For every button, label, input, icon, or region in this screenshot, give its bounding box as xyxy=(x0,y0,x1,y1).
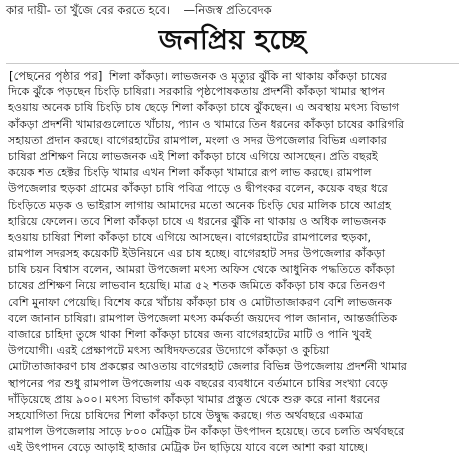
article-line: হওয়ায় চাষিরা শিলা কাঁকড়া চাষে এগিয়ে আসছেন। বাগেরহাটের রামপালের হুড়কা, xyxy=(8,230,372,244)
previous-article-tail xyxy=(6,2,461,19)
article-line: এই উৎপাদন বেড়ে আড়াই হাজার মেট্রিক টন ছাড়িয়ে যাবে বলে আশা করা যাচ্ছে। xyxy=(8,441,369,455)
continued-from-tag: [পেছনের পৃষ্ঠার পর] xyxy=(9,69,103,83)
previous-article-text: কার দায়ী- তা খুঁজে বের করতে হবে। xyxy=(6,3,170,17)
article-line: স্থাপনের পর শুধু রামপাল উপজেলায় এক বছরের ব্যবধানে বর্তমানে চাষির সংখ্যা বেড়ে xyxy=(8,376,388,390)
article-line xyxy=(8,68,460,84)
headline-divider xyxy=(6,63,459,64)
article-line: রামপাল উপজেলায় সাড়ে ৮০০ মেট্রিক টন কাঁকড়া উৎপাদন হয়েছে। তবে চলতি অর্থবছরে xyxy=(8,425,405,439)
article-line: বাজারে চাহিদা তুঙ্গে থাকা শিলা কাঁকড়া চাষের জন্য বাগেরহাটের মাটি ও পানি খুবই xyxy=(8,328,372,341)
article-line: উপজেলার হুড়কা গ্রামের কাঁকড়া চাষি পবিত্র পাড়ে ও দ্বীপংকর বলেন, কয়েক বছর ধরে xyxy=(8,182,388,196)
article-line: সহায়তা প্রদান করছে। বাগেরহাটের রামপাল, মংলা ও সদর উপজেলার বিভিন্ন এলাকার xyxy=(8,133,387,147)
article-line-text: শিলা কাঁকড়া। লাভজনক ও মৃত্যুর ঝুঁকি না থাকায় কাঁকড়া চাষের xyxy=(108,70,387,83)
byline: —নিজস্ব প্রতিবেদক xyxy=(183,3,272,17)
article-line: দিকে ঝুঁকে পড়ছেন চিংড়ি চাষিরা। সরকারি পৃষ্ঠপোষকতায় প্রদর্শনী কাঁকড়া খামার স্থাপন xyxy=(8,85,385,99)
article-line: হওয়ায় অনেক চাষি চিংড়ি চাষ ছেড়ে শিলা কাঁকড়া চাষে ঝুঁকছেন। এ অবস্থায় মৎস্য বিভাগ xyxy=(8,101,400,115)
article-line: মোটাতাজাকরণ চাষ প্রকল্পের আওতায় বাগেরহাট জেলার বিভিন্ন উপজেলায় প্রদর্শনী খামার xyxy=(8,360,407,374)
article-line: চাষি চয়ন বিশ্বাস বলেন, আমরা উপজেলা মৎস্য অফিস থেকে আধুনিক পদ্ধতিতে কাঁকড়া xyxy=(8,263,395,277)
article-line: সহযোগিতা দিয়ে চাষিদের শিলা কাঁকড়া চাষে উদ্বুদ্ধ করছে। গত অর্থবছরে একমাত্র xyxy=(8,408,364,422)
article-line: হারিয়ে ফেলেন। তবে শিলা কাঁকড়া চাষে এ ধরনের ঝুঁকি না থাকায় ও অধিক লাভজনক xyxy=(8,214,387,228)
article-line: দাঁড়িয়েছে প্রায় ৯০০। মৎস্য বিভাগ কাঁকড়া খামার প্রস্তুত থেকে শুরু করে নানা ধরনের xyxy=(8,392,381,406)
article-line: বলে জানান চাষিরা। রামপাল উপজেলা মৎস্য কর্মকর্তা জয়দেব পাল জানান, আন্তর্জাতিক xyxy=(8,311,398,325)
article-line: চাষের প্রশিক্ষণ নিয়ে লাভবান হয়েছি। মাত্র ৫২ শতক জমিতে কাঁকড়া চাষ করে তিনগুণ xyxy=(8,279,386,293)
article-line: বেশি মুনাফা পেয়েছি। বিশেষ করে খাঁচায় কাঁকড়া চাষ ও মোটাতাজাকরণ বেশি লাভজনক xyxy=(8,295,392,309)
article-line: চাষিরা প্রশিক্ষণ নিয়ে লাভজনক এই শিলা কাঁকড়া চাষে এগিয়ে আসছেন। প্রতি বছরই xyxy=(8,149,378,163)
article-line: উপযোগী। এরই প্রেক্ষাপটে মৎস্য অধিদফতরের উদ্যোগে কাঁকড়া ও কুচিয়া xyxy=(8,344,330,358)
article-line: কয়েক শত হেক্টর চিংড়ি খামার এখন শিলা কাঁকড়া খামারে রূপ লাভ করছে। রামপাল xyxy=(8,166,372,180)
article-line: চিংড়িতে মড়ক ও ভাইরাস লাগায় আমাদের মতো অনেক চিংড়ি ঘের মালিক চাষে আগ্রহ xyxy=(8,198,391,212)
article-line: রামপাল সদরসহ কয়েকটি ইউনিয়নে এর চাষ হচ্ছে। বাগেরহাট সদর উপজেলার কাঁকড়া xyxy=(8,247,386,261)
article-headline: জনপ্রিয় হচ্ছে xyxy=(158,25,307,56)
article-body xyxy=(8,68,460,456)
article-line: কাঁকড়া প্রদর্শনী খামারগুলোতে খাঁচায়, প্যান ও খামারে তিন ধরনের কাঁকড়া চাষের কারিগরি xyxy=(8,117,405,131)
